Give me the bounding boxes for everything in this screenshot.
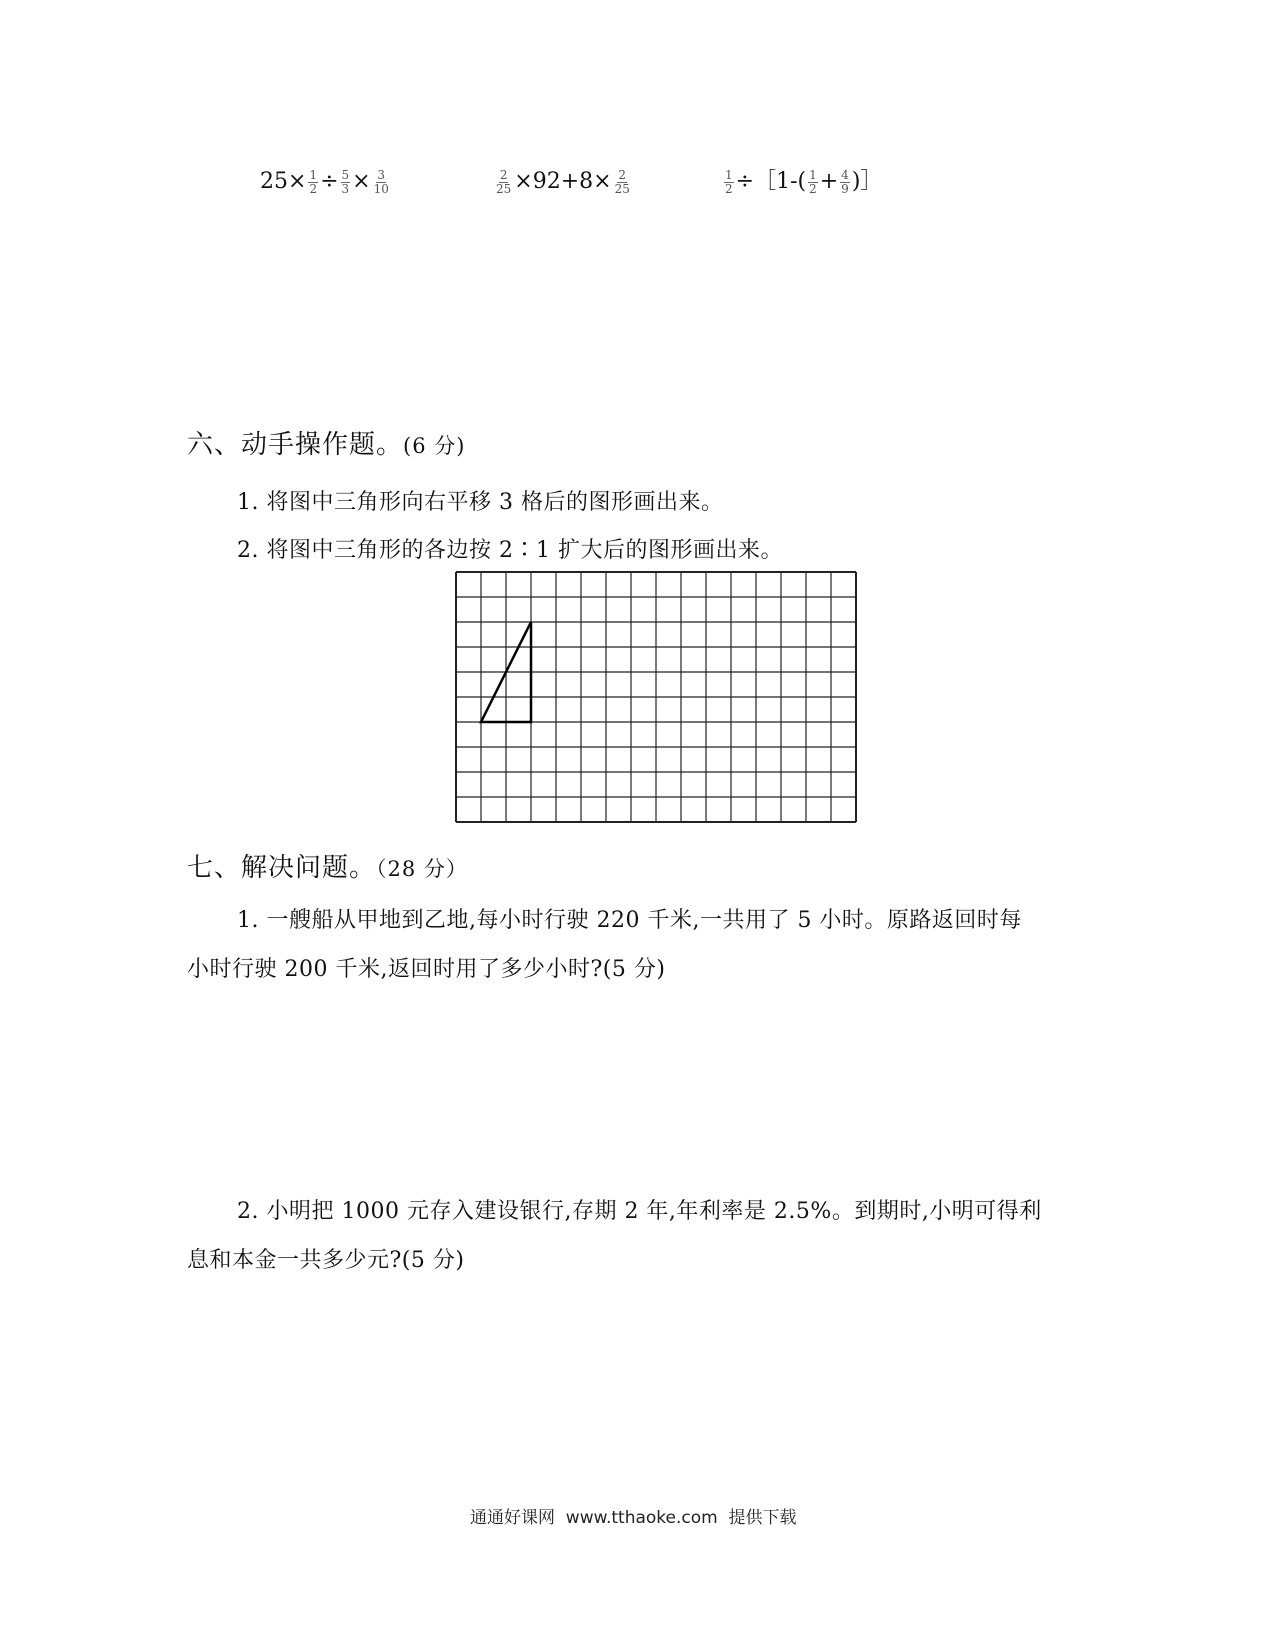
- fraction: [373, 169, 390, 196]
- fraction: [808, 169, 818, 196]
- fraction-denominator: 25: [496, 181, 512, 196]
- grid-svg: [455, 571, 865, 831]
- expression-text: ÷: [320, 169, 339, 194]
- section-7-question-2-line-2: 息和本金一共多少元?(5 分): [187, 1248, 465, 1273]
- section-6-question-1: 1. 将图中三角形向右平移 3 格后的图形画出来。: [237, 490, 724, 515]
- expression-text: ×: [352, 169, 371, 194]
- fraction-numerator: 3: [377, 167, 386, 182]
- section-7-question-1-line-2: 小时行驶 200 千米,返回时用了多少小时?(5 分): [187, 957, 666, 982]
- expression-text: +: [819, 169, 839, 194]
- fraction-numerator: 2: [499, 167, 508, 182]
- fraction-denominator: 3: [341, 181, 350, 196]
- fraction: [724, 169, 734, 196]
- footer-text: 通通好课网 www.tthaoke.com 提供下载: [470, 1508, 797, 1528]
- fraction-numerator: 5: [341, 167, 350, 182]
- expression-1: [260, 165, 392, 199]
- fraction-denominator: 10: [373, 181, 389, 196]
- fraction-numerator: 1: [309, 167, 318, 182]
- section-6-title: 六、动手操作题。: [187, 430, 404, 460]
- fraction-denominator: 9: [841, 181, 849, 196]
- fraction-denominator: 2: [309, 181, 318, 196]
- fraction: [341, 169, 351, 196]
- fraction-numerator: 4: [841, 167, 849, 182]
- drawing-grid: [455, 571, 865, 835]
- section-7-title: 七、解决问题。: [187, 853, 377, 883]
- section-7-heading: [187, 847, 468, 884]
- section-6-question-2: 2. 将图中三角形的各边按 2∶1 扩大后的图形画出来。: [237, 538, 783, 563]
- fraction-numerator: 1: [725, 167, 733, 182]
- section-7-question-1-line-1: 1. 一艘船从甲地到乙地,每小时行驶 220 千米,一共用了 5 小时。原路返回时每: [237, 908, 1022, 933]
- expression-2: [493, 165, 633, 199]
- fraction: [495, 169, 512, 196]
- fraction-denominator: 2: [725, 181, 733, 196]
- expression-text: 25×: [260, 169, 307, 194]
- expression-text: )］: [851, 169, 883, 194]
- section-7-score: （28 分）: [376, 857, 468, 881]
- expression-text: ÷［1-(: [735, 169, 807, 194]
- expression-3: [722, 165, 882, 199]
- section-6-score: (6 分): [403, 434, 466, 458]
- fraction: [840, 169, 850, 196]
- fraction-denominator: 2: [809, 181, 817, 196]
- fraction-numerator: 1: [809, 167, 817, 182]
- section-6-heading: [187, 424, 465, 461]
- section-7-question-2-line-1: 2. 小明把 1000 元存入建设银行,存期 2 年,年利率是 2.5%。到期时,小明可得利: [237, 1199, 1042, 1224]
- fraction: [308, 169, 318, 196]
- expression-text: ×92+8×: [514, 169, 612, 194]
- fraction: [614, 169, 631, 196]
- fraction-denominator: 25: [614, 181, 630, 196]
- calculation-expressions-row: [0, 165, 1270, 199]
- fraction-numerator: 2: [618, 167, 627, 182]
